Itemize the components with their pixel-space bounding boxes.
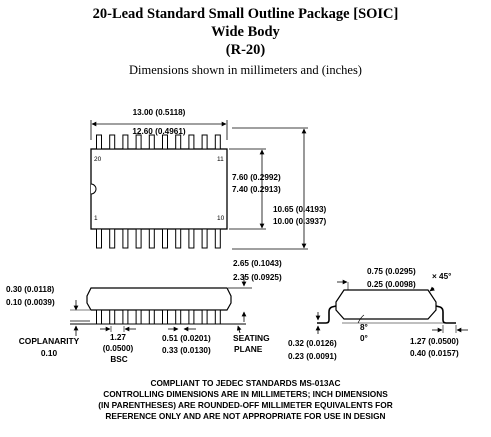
lead-bottom — [215, 229, 220, 248]
chamfer-angle: × 45° — [432, 272, 452, 281]
overall-width-max: 10.65 (0.4193) — [273, 205, 327, 214]
page-subtitle: Wide Body — [211, 24, 280, 40]
chamfer-leader — [430, 288, 434, 291]
lead-bottom — [189, 229, 194, 248]
lead-side — [189, 310, 194, 324]
top-leads — [97, 135, 221, 149]
seating-label-2: PLANE — [234, 344, 263, 354]
side-view — [6, 259, 282, 364]
pin-label-11: 11 — [217, 156, 224, 163]
lead-bottom — [176, 229, 181, 248]
chamfer-max: 0.75 (0.0295) — [367, 267, 416, 276]
lead-bottom — [202, 229, 207, 248]
body-width-min: 7.40 (0.2913) — [232, 185, 281, 194]
chamfer-min: 0.25 (0.0098) — [367, 280, 416, 289]
lead-bottom — [149, 229, 154, 248]
seating-plane-leader — [238, 326, 240, 333]
lead-top — [123, 135, 128, 149]
end-left-lead — [317, 306, 336, 323]
pin-label-1: 1 — [94, 215, 98, 222]
note-line: CONTROLLING DIMENSIONS ARE IN MILLIMETERS; INCH DIMENSIONS — [103, 389, 388, 399]
units-note: Dimensions shown in millimeters and (inches) — [129, 63, 362, 77]
lead-bottom — [136, 229, 141, 248]
lead-top — [202, 135, 207, 149]
lead-width-min: 0.33 (0.0130) — [162, 346, 211, 355]
pin-label-10: 10 — [217, 215, 225, 222]
page-title: 20-Lead Standard Small Outline Package [SOIC] — [92, 6, 399, 22]
package-code: (R-20) — [225, 42, 266, 58]
foot-length-min: 0.40 (0.0157) — [410, 349, 459, 358]
foot-length-max: 1.27 (0.0500) — [410, 337, 459, 346]
lead-bottom — [110, 229, 115, 248]
length-max: 13.00 (0.5118) — [132, 108, 186, 117]
side-leads — [97, 310, 221, 324]
bottom-leads — [97, 229, 221, 248]
note-line: REFERENCE ONLY AND ARE NOT APPROPRIATE FOR USE IN DESIGN — [105, 411, 386, 421]
side-body-outline — [87, 288, 231, 310]
lead-top — [110, 135, 115, 149]
lead-side — [149, 310, 154, 324]
coplanarity-value: 0.10 — [40, 348, 58, 358]
pitch-inch: (0.0500) — [102, 344, 134, 353]
top-view — [91, 108, 327, 249]
standoff-max: 0.30 (0.0118) — [6, 285, 55, 294]
height-min: 2.35 (0.0925) — [233, 273, 282, 282]
coplanarity-label: COPLANARITY — [18, 336, 80, 346]
lead-top — [189, 135, 194, 149]
lead-side — [163, 310, 168, 324]
lead-top — [215, 135, 220, 149]
standoff-min: 0.10 (0.0039) — [6, 298, 55, 307]
compliance-notes — [0, 378, 491, 422]
lead-side — [123, 310, 128, 324]
angle-min: 0° — [360, 334, 368, 343]
lead-top — [149, 135, 154, 149]
lead-top — [163, 135, 168, 149]
package-body-outline — [91, 149, 227, 229]
end-body-outline — [336, 290, 436, 319]
overall-width-min: 10.00 (0.3937) — [273, 217, 327, 226]
seating-label-1: SEATING — [233, 333, 270, 343]
height-max: 2.65 (0.1043) — [233, 259, 282, 268]
angle-max: 8° — [360, 323, 368, 332]
lead-side — [176, 310, 181, 324]
lead-bottom — [97, 229, 102, 248]
lead-side — [215, 310, 220, 324]
note-line: COMPLIANT TO JEDEC STANDARDS MS-013AC — [150, 378, 341, 388]
end-view — [288, 267, 468, 361]
thickness-min: 0.23 (0.0091) — [288, 352, 337, 361]
thickness-max: 0.32 (0.0126) — [288, 339, 337, 348]
note-line: (IN PARENTHESES) ARE ROUNDED-OFF MILLIMETER EQUIVALENTS FOR — [98, 400, 393, 410]
pin-label-20: 20 — [94, 156, 102, 163]
lead-width-max: 0.51 (0.0201) — [162, 334, 211, 343]
lead-bottom — [163, 229, 168, 248]
lead-side — [136, 310, 141, 324]
lead-side — [202, 310, 207, 324]
lead-side — [110, 310, 115, 324]
lead-bottom — [123, 229, 128, 248]
pitch-note: BSC — [110, 355, 128, 364]
lead-top — [176, 135, 181, 149]
lead-top — [136, 135, 141, 149]
body-width-max: 7.60 (0.2992) — [232, 173, 281, 182]
lead-side — [97, 310, 102, 324]
lead-top — [97, 135, 102, 149]
pitch-value: 1.27 — [110, 333, 126, 342]
length-min: 12.60 (0.4961) — [132, 127, 186, 136]
end-right-lead — [436, 306, 456, 323]
